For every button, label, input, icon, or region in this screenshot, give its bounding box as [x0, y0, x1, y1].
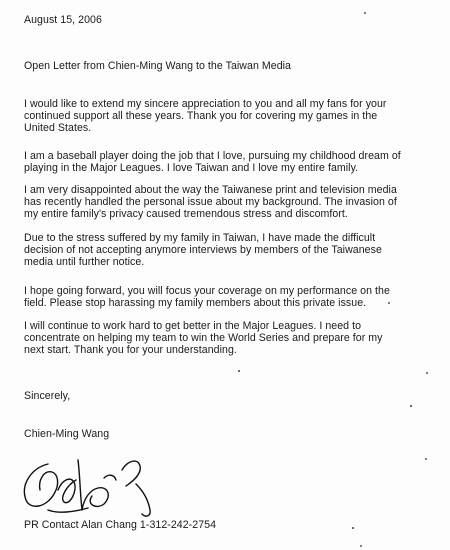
paragraph-major-leagues	[24, 320, 444, 357]
paragraph-line: Due to the stress suffered by my family in Taiwan, I have made the difficult	[24, 232, 376, 244]
paragraph-baseball	[24, 150, 444, 174]
scan-speck	[360, 545, 362, 547]
paragraph-media-disappointment	[24, 184, 444, 221]
paragraph-line: decision of not accepting anymore interviews by members of the Taiwanese	[24, 244, 382, 257]
paragraph-appreciation	[24, 98, 444, 135]
paragraph-line: next start. Thank you for your understanding.	[24, 344, 237, 357]
paragraph-line: my entire family's privacy caused tremendous stress and discomfort.	[24, 208, 348, 221]
paragraph-interviews	[24, 232, 444, 269]
scan-speck	[410, 405, 412, 407]
handwritten-signature	[18, 450, 168, 520]
paragraph-line: I will continue to work hard to get better in the Major Leagues. I need to	[24, 320, 362, 332]
paragraph-line: continued support all these years. Thank you for covering my games in the	[24, 110, 378, 123]
scan-speck	[388, 302, 390, 304]
paragraph-line: field. Please stop harassing my family members about this private issue.	[24, 297, 367, 310]
paragraph-coverage	[24, 285, 444, 309]
letter-closing: Sincerely,	[24, 390, 71, 402]
paragraph-line: United States.	[24, 122, 92, 135]
letter-title: Open Letter from Chien-Ming Wang to the Taiwan Media	[24, 60, 291, 72]
scan-speck	[426, 372, 428, 374]
paragraph-line: playing in the Major Leagues. I love Taiwan and I love my entire family.	[24, 162, 359, 175]
pr-contact: PR Contact Alan Chang 1-312-242-2754	[24, 519, 217, 531]
paragraph-line: concentrate on helping my team to win the World Series and prepare for my	[24, 332, 383, 345]
paragraph-line: I hope going forward, you will focus your coverage on my performance on the	[24, 285, 390, 297]
paragraph-line: I am very disappointed about the way the Taiwanese print and television media	[24, 184, 397, 196]
paragraph-line: media until further notice.	[24, 256, 145, 269]
paragraph-line: has recently handled the personal issue about my background. The invasion of	[24, 196, 397, 209]
letter-date: August 15, 2006	[24, 14, 102, 26]
scan-speck	[364, 12, 366, 14]
paragraph-line: I am a baseball player doing the job that I love, pursuing my childhood dream of	[24, 150, 401, 162]
signer-name: Chien-Ming Wang	[24, 428, 110, 440]
paragraph-line: I would like to extend my sincere appreciation to you and all my fans for your	[24, 98, 387, 110]
scan-speck	[425, 458, 427, 460]
scan-speck	[352, 527, 354, 529]
scan-speck	[238, 370, 240, 372]
